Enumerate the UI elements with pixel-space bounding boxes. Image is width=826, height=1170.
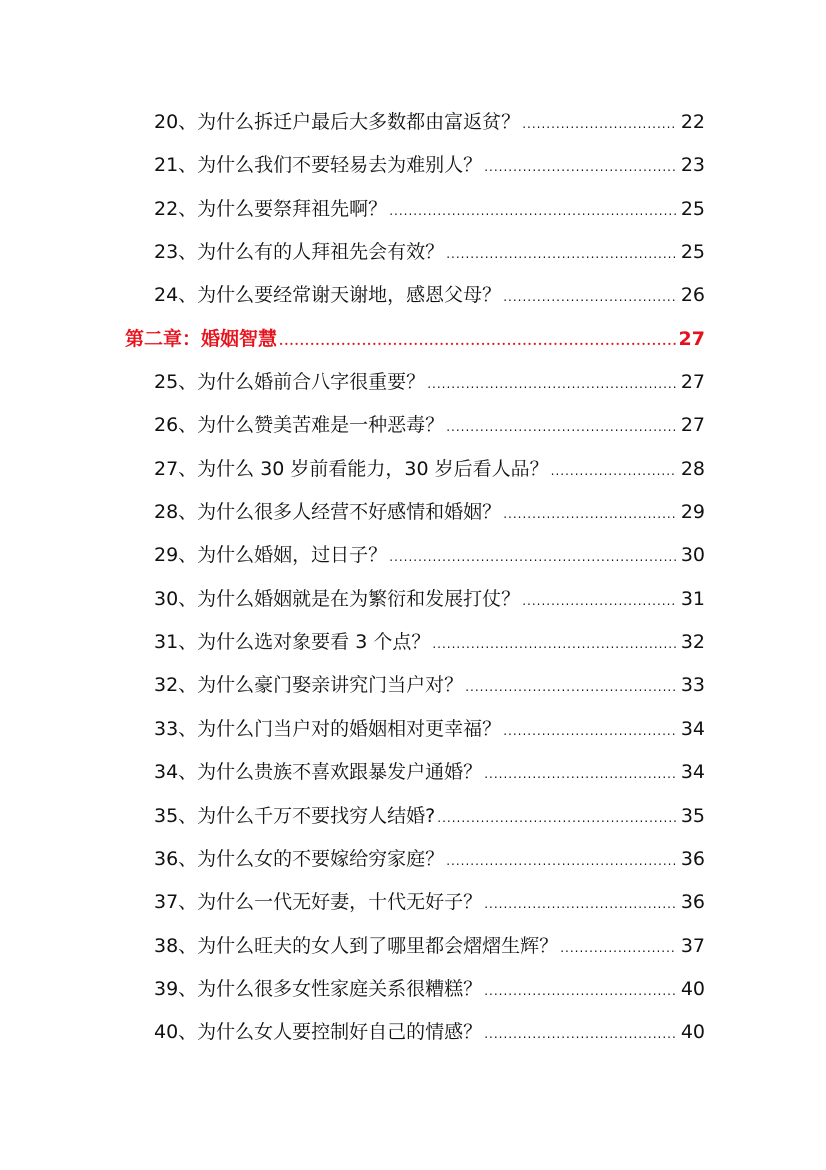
- toc-page-number: 36: [680, 847, 705, 870]
- toc-dot-leader: [389, 190, 677, 233]
- toc-dot-leader: [279, 320, 677, 363]
- toc-page-number: 40: [680, 1021, 705, 1044]
- toc-dot-leader: [389, 536, 677, 579]
- toc-dot-leader: [465, 666, 677, 709]
- toc-entry[interactable]: [125, 751, 705, 794]
- toc-entry-title: 36、为什么女的不要嫁给穷家庭？: [154, 847, 445, 870]
- toc-page-number: 30: [680, 544, 705, 567]
- toc-dot-leader: [484, 1013, 677, 1056]
- toc-dot-leader: [437, 797, 677, 840]
- toc-entry-title: 27、为什么 30 岁前看能力，30 岁后看人品？: [154, 457, 549, 480]
- toc-entry[interactable]: [125, 188, 705, 231]
- toc-page-number: 36: [680, 891, 705, 914]
- toc-page-number: 32: [680, 631, 705, 654]
- toc-entry-title: 33、为什么门当户对的婚姻相对更幸福？: [154, 717, 502, 740]
- toc-page-number: 28: [680, 457, 705, 480]
- toc-entry[interactable]: [125, 361, 705, 404]
- toc-entry[interactable]: [125, 881, 705, 924]
- toc-entry-title: 39、为什么很多女性家庭关系很糟糕？: [154, 977, 483, 1000]
- toc-page-number: 27: [678, 327, 705, 350]
- toc-dot-leader: [484, 753, 677, 796]
- toc-dot-leader: [427, 363, 677, 406]
- toc-entry[interactable]: [125, 491, 705, 534]
- toc-entry-title: 21、为什么我们不要轻易去为难别人？: [154, 154, 483, 177]
- toc-page-number: 27: [680, 371, 705, 394]
- toc-dot-leader: [446, 406, 677, 449]
- toc-dot-leader: [484, 970, 677, 1013]
- toc-dot-leader: [432, 623, 677, 666]
- toc-entry[interactable]: [125, 274, 705, 317]
- toc-dot-leader: [560, 927, 677, 970]
- toc-dot-leader: [446, 233, 677, 276]
- toc-entry-title: 37、为什么一代无好妻，十代无好子？: [154, 891, 483, 914]
- toc-page-number: 35: [680, 804, 705, 827]
- toc-entry[interactable]: [125, 448, 705, 491]
- toc-page-number: 25: [680, 197, 705, 220]
- toc-entry[interactable]: [125, 578, 705, 621]
- toc-page-number: 37: [680, 934, 705, 957]
- toc-dot-leader: [522, 580, 677, 623]
- toc-entry-title: 25、为什么婚前合八字很重要？: [154, 371, 426, 394]
- toc-entry-title: 35、为什么千万不要找穷人结婚?: [154, 804, 436, 827]
- toc-dot-leader: [551, 450, 677, 493]
- toc-entry-title: 24、为什么要经常谢天谢地，感恩父母？: [154, 284, 502, 307]
- toc-entry-title: 26、为什么赞美苦难是一种恶毒？: [154, 414, 445, 437]
- toc-dot-leader: [484, 146, 677, 189]
- toc-entry-title: 22、为什么要祭拜祖先啊？: [154, 197, 388, 220]
- toc-entry-title: 23、为什么有的人拜祖先会有效？: [154, 241, 445, 264]
- toc-page-number: 29: [680, 501, 705, 524]
- toc-entry[interactable]: [125, 838, 705, 881]
- toc-dot-leader: [446, 840, 677, 883]
- toc-entry[interactable]: [125, 231, 705, 274]
- toc-entry[interactable]: [125, 664, 705, 707]
- toc-entry[interactable]: [125, 795, 705, 838]
- toc-page-number: 23: [680, 154, 705, 177]
- toc-dot-leader: [503, 493, 677, 536]
- toc-page-number: 34: [680, 717, 705, 740]
- toc-entry[interactable]: [125, 1011, 705, 1054]
- toc-dot-leader: [522, 103, 677, 146]
- toc-entry-title: 34、为什么贵族不喜欢跟暴发户通婚？: [154, 761, 483, 784]
- toc-entry[interactable]: [125, 144, 705, 187]
- toc-chapter-title: 第二章：婚姻智慧: [125, 327, 278, 350]
- toc-page-number: 40: [680, 977, 705, 1000]
- toc-entry-title: 28、为什么很多人经营不好感情和婚姻？: [154, 501, 502, 524]
- toc-page-number: 34: [680, 761, 705, 784]
- toc-entry[interactable]: [125, 925, 705, 968]
- table-of-contents: [125, 101, 705, 1055]
- toc-entry[interactable]: [125, 404, 705, 447]
- toc-entry[interactable]: [125, 534, 705, 577]
- toc-entry[interactable]: [125, 708, 705, 751]
- toc-page-number: 31: [680, 587, 705, 610]
- toc-page-number: 33: [680, 674, 705, 697]
- toc-page-number: 27: [680, 414, 705, 437]
- toc-entry[interactable]: [125, 968, 705, 1011]
- toc-entry[interactable]: [125, 621, 705, 664]
- toc-entry-title: 40、为什么女人要控制好自己的情感？: [154, 1021, 483, 1044]
- toc-entry-title: 38、为什么旺夫的女人到了哪里都会熠熠生辉？: [154, 934, 559, 957]
- toc-entry-title: 20、为什么拆迁户最后大多数都由富返贫？: [154, 111, 521, 133]
- toc-dot-leader: [503, 710, 677, 753]
- toc-entry-title: 31、为什么选对象要看 3 个点？: [154, 631, 431, 654]
- toc-chapter-heading[interactable]: [125, 318, 705, 361]
- toc-page-number: 25: [680, 241, 705, 264]
- toc-page-number: 26: [680, 284, 705, 307]
- toc-page-number: 22: [680, 111, 705, 133]
- toc-entry-title: 32、为什么豪门娶亲讲究门当户对？: [154, 674, 464, 697]
- toc-entry-title: 30、为什么婚姻就是在为繁衍和发展打仗？: [154, 587, 521, 610]
- toc-dot-leader: [484, 883, 677, 926]
- toc-entry-title: 29、为什么婚姻，过日子？: [154, 544, 388, 567]
- toc-entry[interactable]: [125, 101, 705, 144]
- toc-dot-leader: [503, 276, 677, 319]
